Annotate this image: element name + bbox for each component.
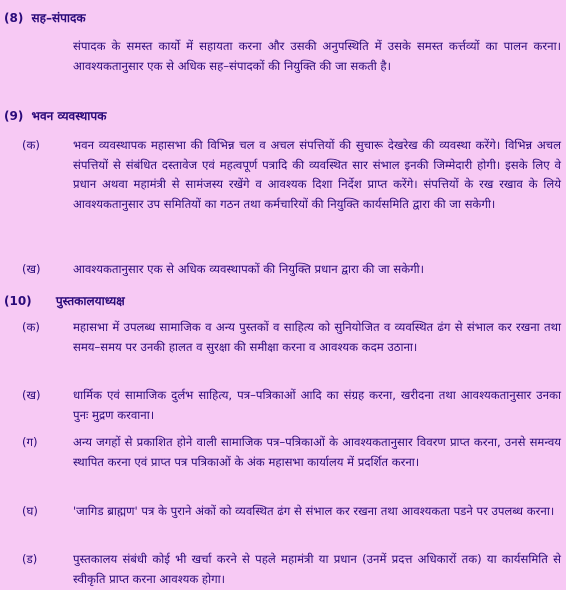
item-marker: (ख) xyxy=(22,262,41,276)
section-9-item-ka: भवन व्यवस्थापक महासभा की विभिन्न चल व अचल संपत्तियों की सुचारू देखरेख की व्यवस्था करेंगे। विभिन्न अचल संपत्तियों से संबंधित दस्तावेज एवं महत्वपूर्ण पत्रादि की व्यवस्थित सार संभाल इनकी जिम्मेदारी होगी। इसके लिए वे प्रधान अथवा महामंत्री से सामंजस्य रखेंगे व आवश्यक दिशा निर्देश प्राप्त करेंगे। संपत्तियों के रख रखाव के लिये आवश्यकतानुसार उप समितियों का गठन तथा कर्मचारियों की नियुक्ति कार्यसमिति द्वारा की जा सकेगी। xyxy=(73,138,561,211)
section-title: पुस्तकालयाध्यक्ष xyxy=(55,294,125,308)
item-marker: (ड) xyxy=(22,552,38,566)
section-title: भवन व्यवस्थापक xyxy=(31,109,107,123)
section-number: (8) xyxy=(4,11,24,25)
section-10-item-ka: महासभा में उपलब्ध सामाजिक व अन्य पुस्तकों व साहित्य को सुनियोजित व व्यवस्थित ढंग से संभाल कर रखना तथा समय–समय पर उनकी हालत व सुरक्षा की समीक्षा करना व आवश्यक कदम उठाना। xyxy=(73,320,561,354)
section-8-paragraph: संपादक के समस्त कार्यो में सहायता करना और उसकी अनुपस्थिति में उसके समस्त कर्त्तव्यों का पालन करना। आवश्यकतानुसार एक से अधिक सह–संपादकों की नियुक्ति की जा सकती है। xyxy=(73,39,561,73)
section-10-item-ga: अन्य जगहों से प्रकाशित होने वाली सामाजिक पत्र–पत्रिकाओं के आवश्यकतानुसार विवरण प्राप्त करना, उनसे समन्वय स्थापित करना एवं प्राप्त पत्र पत्रिकाओं के अंक महासभा कार्यालय में प्रदर्शित करना। xyxy=(73,435,561,469)
section-10-item-gha: 'जागिड ब्राह्मण' पत्र के पुराने अंकों को व्यवस्थित ढंग से संभाल कर रखना तथा आवश्यकता पडने पर उपलब्ध करना। xyxy=(73,504,555,518)
section-heading-9 xyxy=(4,107,106,124)
item-marker: (क) xyxy=(22,138,40,152)
item-marker: (ख) xyxy=(22,388,41,402)
section-heading-10 xyxy=(4,292,125,309)
section-title: सह–संपादक xyxy=(31,11,86,25)
section-number: (9) xyxy=(4,109,24,123)
item-marker: (क) xyxy=(22,320,40,334)
section-9-item-kha: आवश्यकतानुसार एक से अधिक व्यवस्थापकों की नियुक्ति प्रधान द्वारा की जा सकेगी। xyxy=(73,262,425,276)
item-marker: (ग) xyxy=(22,435,38,449)
item-marker: (घ) xyxy=(22,504,38,518)
section-10-item-kha: धार्मिक एवं सामाजिक दुर्लभ साहित्य, पत्र–पत्रिकाओं आदि का संग्रह करना, खरीदना तथा आवश्यकतानुसार उनका पुनः मुद्रण करवाना। xyxy=(73,388,561,422)
section-10-item-da: पुस्तकालय संबंधी कोई भी खर्चा करने से पहले महामंत्री या प्रधान (उनमें प्रदत्त अधिकारों तक) या कार्यसमिति से स्वीकृति प्राप्त करना आवश्यक होगा। xyxy=(73,552,561,586)
section-number: (10) xyxy=(4,294,32,308)
section-heading-8 xyxy=(4,9,86,26)
